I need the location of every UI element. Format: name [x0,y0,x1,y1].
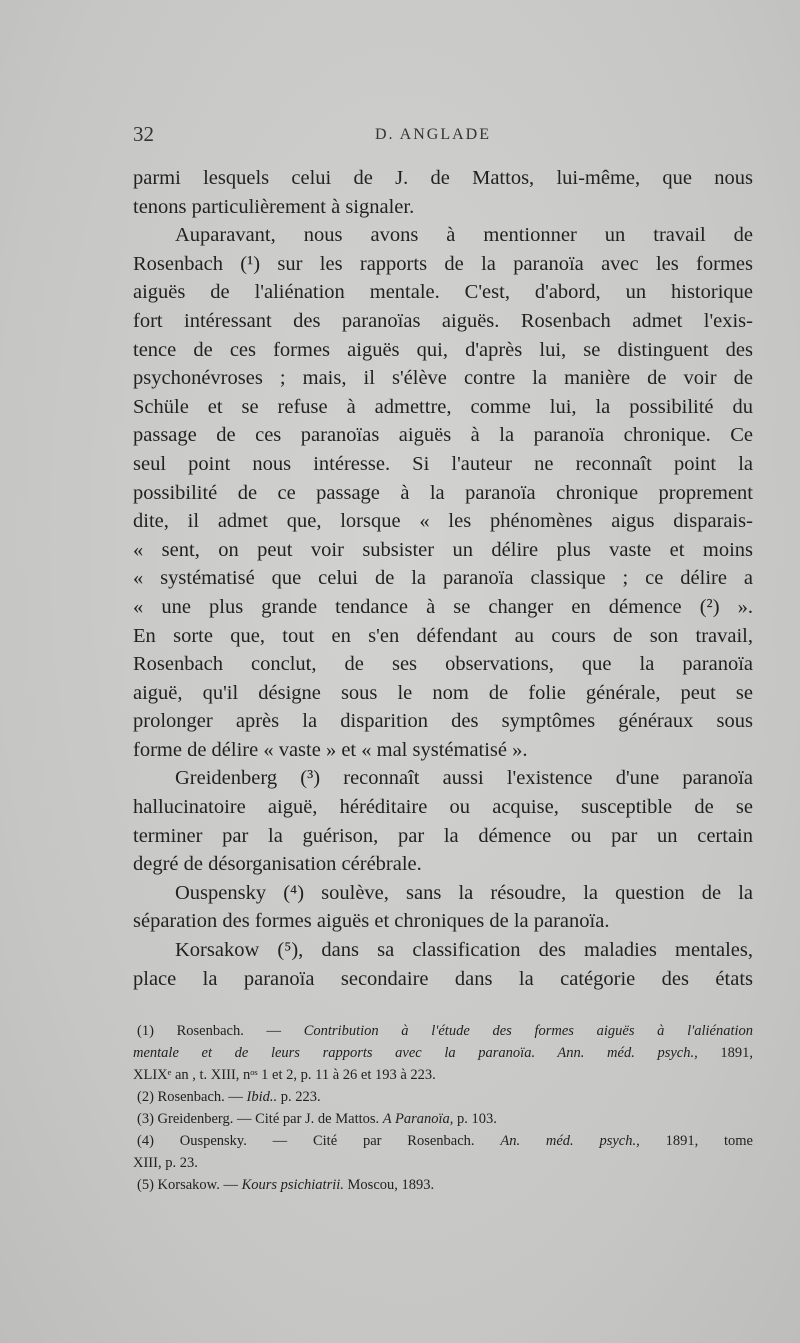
footnote-line [133,1108,753,1130]
body-text [133,164,753,993]
footnote-title: Ibid.. [246,1089,278,1105]
footnote-line [133,1174,753,1196]
text-line: « une plus grande tendance à se changer en démence (²) ». [133,595,753,618]
text-line: Rosenbach conclut, de ses observations, que la paranoïa [133,653,753,676]
footnote-line [133,1130,753,1152]
text-line: Schüle et se refuse à admettre, comme lui, la possibilité du [133,395,753,418]
footnote-text: XLIXᵉ an , t. XIII, nᵒˢ 1 et 2, p. 11 à 26 et 193 à 223. [133,1067,436,1083]
text-line: passage de ces paranoïas aiguës à la paranoïa chronique. Ce [133,424,753,447]
footnotes [133,1020,753,1196]
footnote-text: (4) Ouspensky. — Cité par Rosenbach. [137,1133,501,1149]
footnote-line [133,1086,753,1108]
footnote-text: XIII, p. 23. [133,1155,198,1171]
text-line: aiguë, qu'il désigne sous le nom de folie générale, peut se [133,681,753,704]
text-line: degré de désorganisation cérébrale. [133,853,422,876]
text-line: Korsakow (⁵), dans sa classification des maladies mentales, [175,939,753,962]
footnote-text: (2) Rosenbach. — [137,1089,247,1105]
running-head: D. ANGLADE [375,126,491,143]
footnote-text: (5) Korsakow. — [137,1177,242,1193]
footnote-text: p. 223. [277,1089,321,1105]
footnote-line [133,1020,753,1042]
text-line: En sorte que, tout en s'en défendant au cours de son travail, [133,624,753,647]
text-line: seul point nous intéresse. Si l'auteur ne reconnaît point la [133,452,753,475]
text-line: fort intéressant des paranoïas aiguës. Rosenbach admet l'exis- [133,309,753,332]
text-line: Ouspensky (⁴) soulève, sans la résoudre, la question de la [175,881,753,904]
text-line: possibilité de ce passage à la paranoïa chronique proprement [133,481,753,504]
text-line: « sent, on peut voir subsister un délire plus vaste et moins [133,538,753,561]
text-line: tenons particulièrement à signaler. [133,195,415,218]
footnote-line [133,1042,753,1064]
page-number: 32 [133,122,154,146]
text-line: aiguës de l'aliénation mentale. C'est, d'abord, un historique [133,281,753,304]
text-line: « systématisé que celui de la paranoïa classique ; ce délire a [133,567,753,590]
text-line: psychonévroses ; mais, il s'élève contre la manière de voir de [133,367,753,390]
text-line: Auparavant, nous avons à mentionner un travail de [175,224,753,247]
text-line: terminer par la guérison, par la démence ou par un certain [133,824,753,847]
text-line: hallucinatoire aiguë, héréditaire ou acquise, susceptible de se [133,796,753,819]
text-line: dite, il admet que, lorsque « les phénomènes aigus disparais- [133,510,753,533]
footnote-text: p. 103. [453,1111,497,1127]
text-line: place la paranoïa secondaire dans la catégorie des états [133,967,753,990]
page-header [133,122,753,152]
text-line: Greidenberg (³) reconnaît aussi l'existence d'une paranoïa [175,767,753,790]
text-line: Rosenbach (¹) sur les rapports de la paranoïa avec les formes [133,252,753,275]
text-line: séparation des formes aiguës et chroniques de la paranoïa. [133,910,610,933]
footnote-text: (1) Rosenbach. — [137,1023,304,1039]
text-line: tence de ces formes aiguës qui, d'après lui, se distinguent des [133,338,753,361]
footnote-title: Contribution à l'étude des formes aiguës à l'aliénation [303,1023,753,1039]
text-line: forme de délire « vaste » et « mal systématisé ». [133,738,528,761]
footnote-line [133,1152,753,1174]
footnote-text: 1891, tome [639,1133,753,1149]
text-line: parmi lesquels celui de J. de Mattos, lui-même, que nous [133,167,753,189]
footnote-text: (3) Greidenberg. — Cité par J. de Mattos. [137,1111,383,1127]
footnote-title: An. méd. psych., [500,1133,640,1149]
footnote-title: mentale et de leurs rapports avec la paranoïa. Ann. méd. psych., [133,1045,698,1061]
footnote-title: A Paranoïa, [382,1111,454,1127]
footnote-line [133,1064,753,1086]
footnote-text: 1891, [697,1045,753,1061]
footnote-text: Moscou, 1893. [343,1177,435,1193]
text-line: prolonger après la disparition des symptômes généraux sous [133,710,753,733]
footnote-title: Kours psichiatrii. [241,1177,344,1193]
